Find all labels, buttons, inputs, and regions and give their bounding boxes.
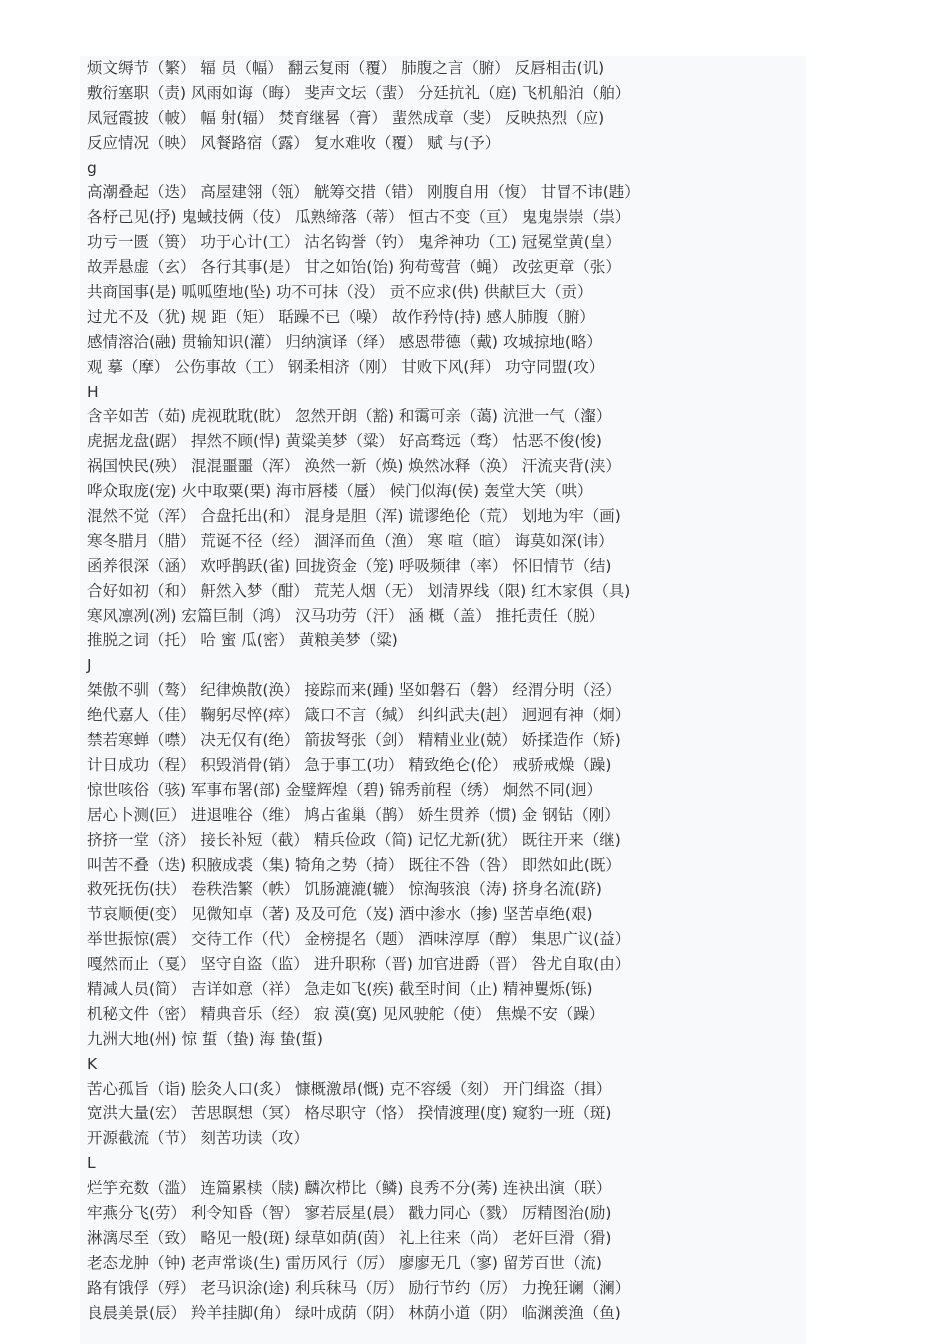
text-line: 良晨美景(辰） 羚羊挂脚(角） 绿叶成荫（阴） 林荫小道（阴） 临渊羡渔（鱼)	[87, 1303, 621, 1322]
text-line: 叫苦不叠（迭) 积腋成裘（集) 犄角之势（掎） 既往不咎（咎） 即然如此(既）	[87, 855, 621, 874]
text-line: 救死抚伤(扶） 卷秩浩繁（帙） 饥肠漉漉(辘） 惊淘骇浪（涛) 挤身名流(跻)	[87, 880, 602, 899]
text-line: 寒风凛冽(冽) 宏篇巨制（鸿） 汉马功劳（汗） 涵 概（盖） 推托责任（脱）	[87, 606, 605, 625]
text-line: 烂竽充数（滥） 连篇累椟（牍) 麟次栉比（鳞) 良秀不分(莠) 连袂出演（联）	[87, 1179, 612, 1198]
text-line: 故弄悬虚（玄） 各行其事(是） 甘之如饴(饴) 狗苟莺营（蝇） 改弦更章（张）	[87, 258, 621, 277]
text-line: 节哀顺便(变） 见微知卓（著) 及及可危（岌) 酒中渗水（掺) 坚苦卓绝(艰)	[87, 905, 593, 924]
text-line: 苦心孤旨（诣) 脍灸人口(炙） 慷概激昂(慨) 克不容缓（刻） 开门缉盗（揖）	[87, 1079, 612, 1098]
text-line: 桀傲不驯（骜） 纪律焕散(涣） 接踪而来(踵) 坚如磐石（磐） 经渭分明（泾）	[87, 681, 621, 700]
text-line: 宽洪大量(宏） 苦思瞑想（冥） 格尽职守（恪） 揆情渡理(度) 窥豹一班（斑)	[87, 1104, 612, 1123]
section-letter-heading: g	[87, 158, 97, 177]
text-line: 禁若寒蝉（噤） 决无仅有(绝） 箭拔弩张（剑） 精精业业(兢） 娇揉造作（矫)	[87, 731, 621, 750]
text-line: 含辛如苦（茹) 虎视耽耽(眈） 忽然开朗（豁) 和霭可亲（蔼) 沆泄一气（瀣）	[87, 407, 612, 426]
text-line: 九洲大地(州) 惊 蜇（蛰) 海 蛰(蜇)	[87, 1029, 323, 1048]
text-line: 居心卜测(叵） 进退唯谷（维） 鸠占雀巢（鹊） 娇生贯养（惯) 金 钢钻（刚）	[87, 805, 620, 824]
text-line: 功亏一匮（篑） 功于心计(工） 沽名钩誉（钓） 鬼斧神功（工) 冠冕堂黄(皇）	[87, 233, 621, 252]
text-line: 嘎然而止（戛） 坚守自盗（监） 进升职称（晋) 加官进爵（晋） 咎尤自取(由）	[87, 955, 631, 974]
text-line: 共商国事(是) 呱呱堕地(坠) 功不可抹（没） 贡不应求(供) 供献巨大（贡）	[87, 283, 593, 302]
text-line: 计日成功（程） 积毁消骨(销） 急于事工(功） 精致绝仑(伦） 戒骄戒燥（躁)	[87, 755, 612, 774]
text-line: 观 摹（摩） 公伤事故（工） 钢柔相济（刚） 甘败下风(拜） 功守同盟(攻）	[87, 357, 605, 376]
text-line: 推脱之词（托） 哈 蜜 瓜(密） 黄粮美梦（粱)	[87, 631, 398, 650]
text-line: 反应情况（映） 风餐路宿（露） 复水难收（覆） 赋 与(予）	[87, 133, 501, 152]
text-line: 过尤不及（犹) 规 距（矩） 聒躁不已（噪） 故作矜恃(持) 感人肺腹（腑）	[87, 307, 595, 326]
text-line: 哗众取庞(宠) 火中取粟(栗) 海市唇楼（蜃） 候门似海(侯) 轰堂大笑（哄）	[87, 482, 593, 501]
word-list	[87, 56, 787, 1325]
text-line: 绝代嘉人（佳） 鞠躬尽悴(瘁） 箴口不言（缄） 纠纠武夫(赳） 迥迥有神（炯）	[87, 706, 631, 725]
text-line: 凤冠霞披（帔） 幅 射(辐） 焚育继晷（膏） 蜚然成章（斐） 反映热烈（应)	[87, 108, 605, 127]
text-line: 机秘文件（密） 精典音乐（经） 寂 漠(寞) 见风驶舵（使） 焦燥不安（躁）	[87, 1004, 605, 1023]
text-line: 寒冬腊月（腊） 荒诞不径（经） 涸泽而鱼（渔） 寒 喧（暄） 诲莫如深(讳）	[87, 531, 614, 550]
text-line: 感情溶洽(融) 贯输知识(灌） 归纳演译（绎） 感恩带德（戴) 攻城掠地(略）	[87, 332, 602, 351]
text-line: 老态龙肿（钟) 老声常谈(生) 雷历风行（厉） 廖廖无几（寥) 留芳百世（流)	[87, 1253, 602, 1272]
section-letter-heading: K	[87, 1054, 98, 1073]
text-line: 开源截流（节） 刻苦功读（攻）	[87, 1129, 309, 1148]
text-line: 各杼己见(抒) 鬼蜮技俩（伎） 瓜熟缔落（蒂） 恒古不变（亘） 鬼鬼崇崇（祟）	[87, 208, 631, 227]
text-line: 敷衍塞职（责) 风雨如诲（晦） 斐声文坛（蜚） 分廷抗礼（庭) 飞机船泊（舶）	[87, 83, 631, 102]
text-line: 牢燕分飞(劳） 利令知昏（智） 寥若辰星(晨） 戳力同心（戮） 厉精图治(励)	[87, 1203, 612, 1222]
text-line: 惊世咳俗（骇) 军事布署(部) 金璧辉煌（碧) 锦秀前程（绣） 炯然不同(迥）	[87, 780, 602, 799]
text-line: 合好如初（和） 鼾然入梦（酣） 荒芜人烟（无） 划清界线（限) 红木家俱（具)	[87, 581, 631, 600]
text-line: 淋漓尽至（致） 略见一般(斑) 绿草如荫(茵） 礼上往来（尚） 老奸巨滑（猾)	[87, 1228, 612, 1247]
text-line: 虎据龙盘(踞） 捍然不顾(悍) 黄粱美梦（粱） 好高骛远（骛） 怙恶不俊(悛)	[87, 432, 602, 451]
section-letter-heading: J	[87, 656, 92, 675]
section-letter-heading: H	[87, 382, 99, 401]
text-line: 混然不觉（浑） 合盘托出(和） 混身是胆（浑) 谎谬绝伦（荒） 划地为牢（画)	[87, 507, 621, 526]
text-line: 祸国怏民(殃） 混混噩噩（浑） 涣然一新（焕) 焕然冰释（涣） 汗流夹背(浃）	[87, 457, 621, 476]
text-line: 路有饿俘（殍） 老马识涂(途) 利兵秣马（厉） 励行节约（厉） 力挽狂谰（澜）	[87, 1278, 631, 1297]
text-line: 烦文缛节（繁） 辐 员（幅） 翻云复雨（覆） 肺腹之言（腑） 反唇相击(讥)	[87, 59, 605, 77]
text-line: 精减人员(简） 吉详如意（祥） 急走如飞(疾) 截至时间（止) 精神矍烁(铄)	[87, 979, 593, 998]
text-line: 高潮叠起（迭） 高屋建翎（瓴） 觥筹交措（错） 刚腹自用（愎） 甘冒不讳(韪）	[87, 183, 640, 202]
section-letter-heading: L	[87, 1154, 96, 1173]
text-line: 挤挤一堂（济） 接长补短（截） 精兵俭政（简) 记忆尤新(犹） 既往开来（继)	[87, 830, 621, 849]
text-line: 函养很深（涵） 欢呼鹊跃(雀) 回拢资金（笼) 呼吸频律（率） 怀旧情节（结)	[87, 556, 612, 575]
text-line: 举世振惊(震） 交待工作（代） 金榜提名（题） 酒味淳厚（醇） 集思广议(益）	[87, 930, 631, 949]
